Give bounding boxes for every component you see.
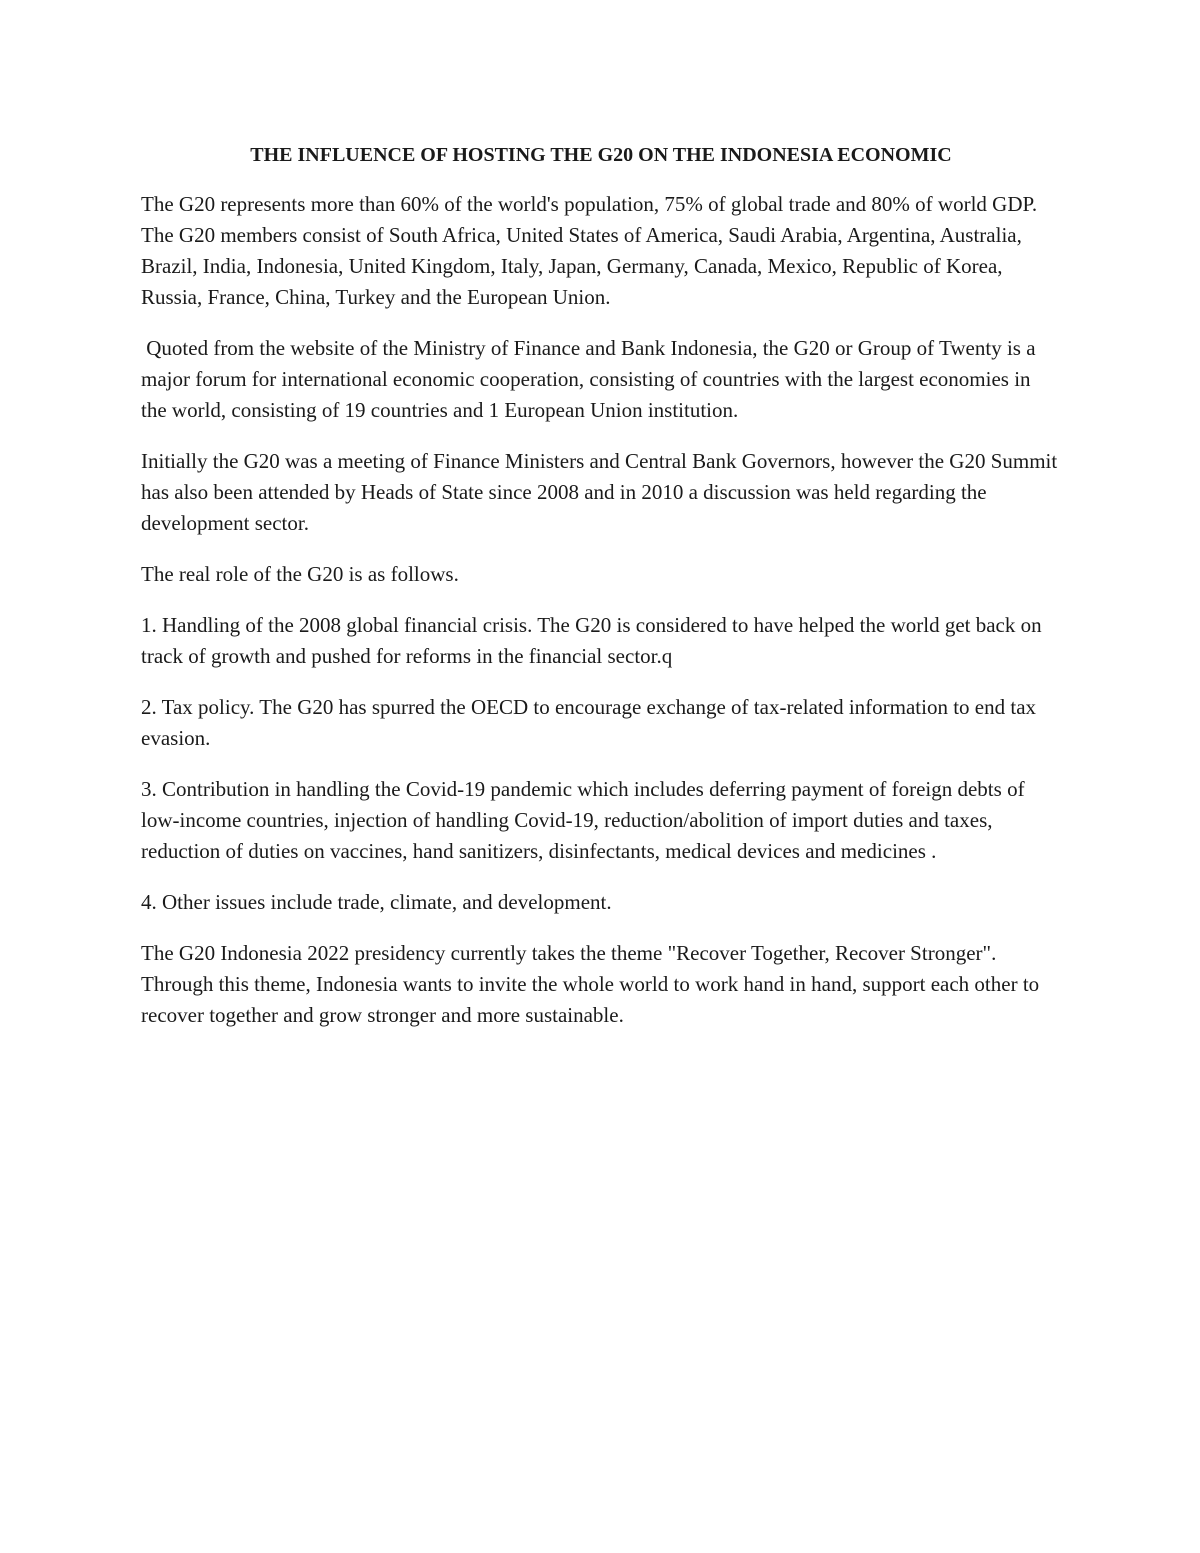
paragraph-g20-role-intro: The real role of the G20 is as follows. — [141, 562, 459, 586]
paragraph-g20-history: Initially the G20 was a meeting of Finance Ministers and Central Bank Governors, however the G20 Summit has also been attended by Heads of State since 2008 and in 2010 a discussion was held regarding the development sector. — [141, 449, 1058, 535]
document-title: THE INFLUENCE OF HOSTING THE G20 ON THE INDONESIA ECONOMIC — [250, 144, 952, 166]
list-item-covid-contribution: 3. Contribution in handling the Covid-19 pandemic which includes deferring payment of foreign debts of low-income countries, injection of handling Covid-19, reduction/abolition of import duties and taxes, reduction of duties on vaccines, hand sanitizers, disinfectants, medical devices and medicines . — [141, 777, 1025, 863]
paragraph-g20-definition: Quoted from the website of the Ministry of Finance and Bank Indonesia, the G20 or Group of Twenty is a major forum for international economic cooperation, consisting of countries with the largest economies in the world, consisting of 19 countries and 1 European Union institution. — [141, 336, 1041, 422]
list-item-other-issues: 4. Other issues include trade, climate, and development. — [141, 890, 612, 914]
paragraph-presidency-theme: The G20 Indonesia 2022 presidency currently takes the theme "Recover Together, Recover Stronger". Through this theme, Indonesia wants to invite the whole world to work hand in hand, support each other to recover together and grow stronger and more sustainable. — [141, 941, 1040, 1027]
paragraph-g20-overview: The G20 represents more than 60% of the world's population, 75% of global trade and 80% of world GDP. The G20 members consist of South Africa, United States of America, Saudi Arabia, Argentina, Australia, Brazil, India, Indonesia, United Kingdom, Italy, Japan, Germany, Canada, Mexico, Republic of Korea, Russia, France, China, Turkey and the European Union. — [141, 192, 1038, 309]
list-item-financial-crisis: 1. Handling of the 2008 global financial crisis. The G20 is considered to have helped the world get back on track of growth and pushed for reforms in the financial sector.q — [141, 613, 1042, 668]
list-item-tax-policy: 2. Tax policy. The G20 has spurred the OECD to encourage exchange of tax-related information to end tax evasion. — [141, 695, 1037, 750]
document-body — [141, 140, 1061, 1051]
